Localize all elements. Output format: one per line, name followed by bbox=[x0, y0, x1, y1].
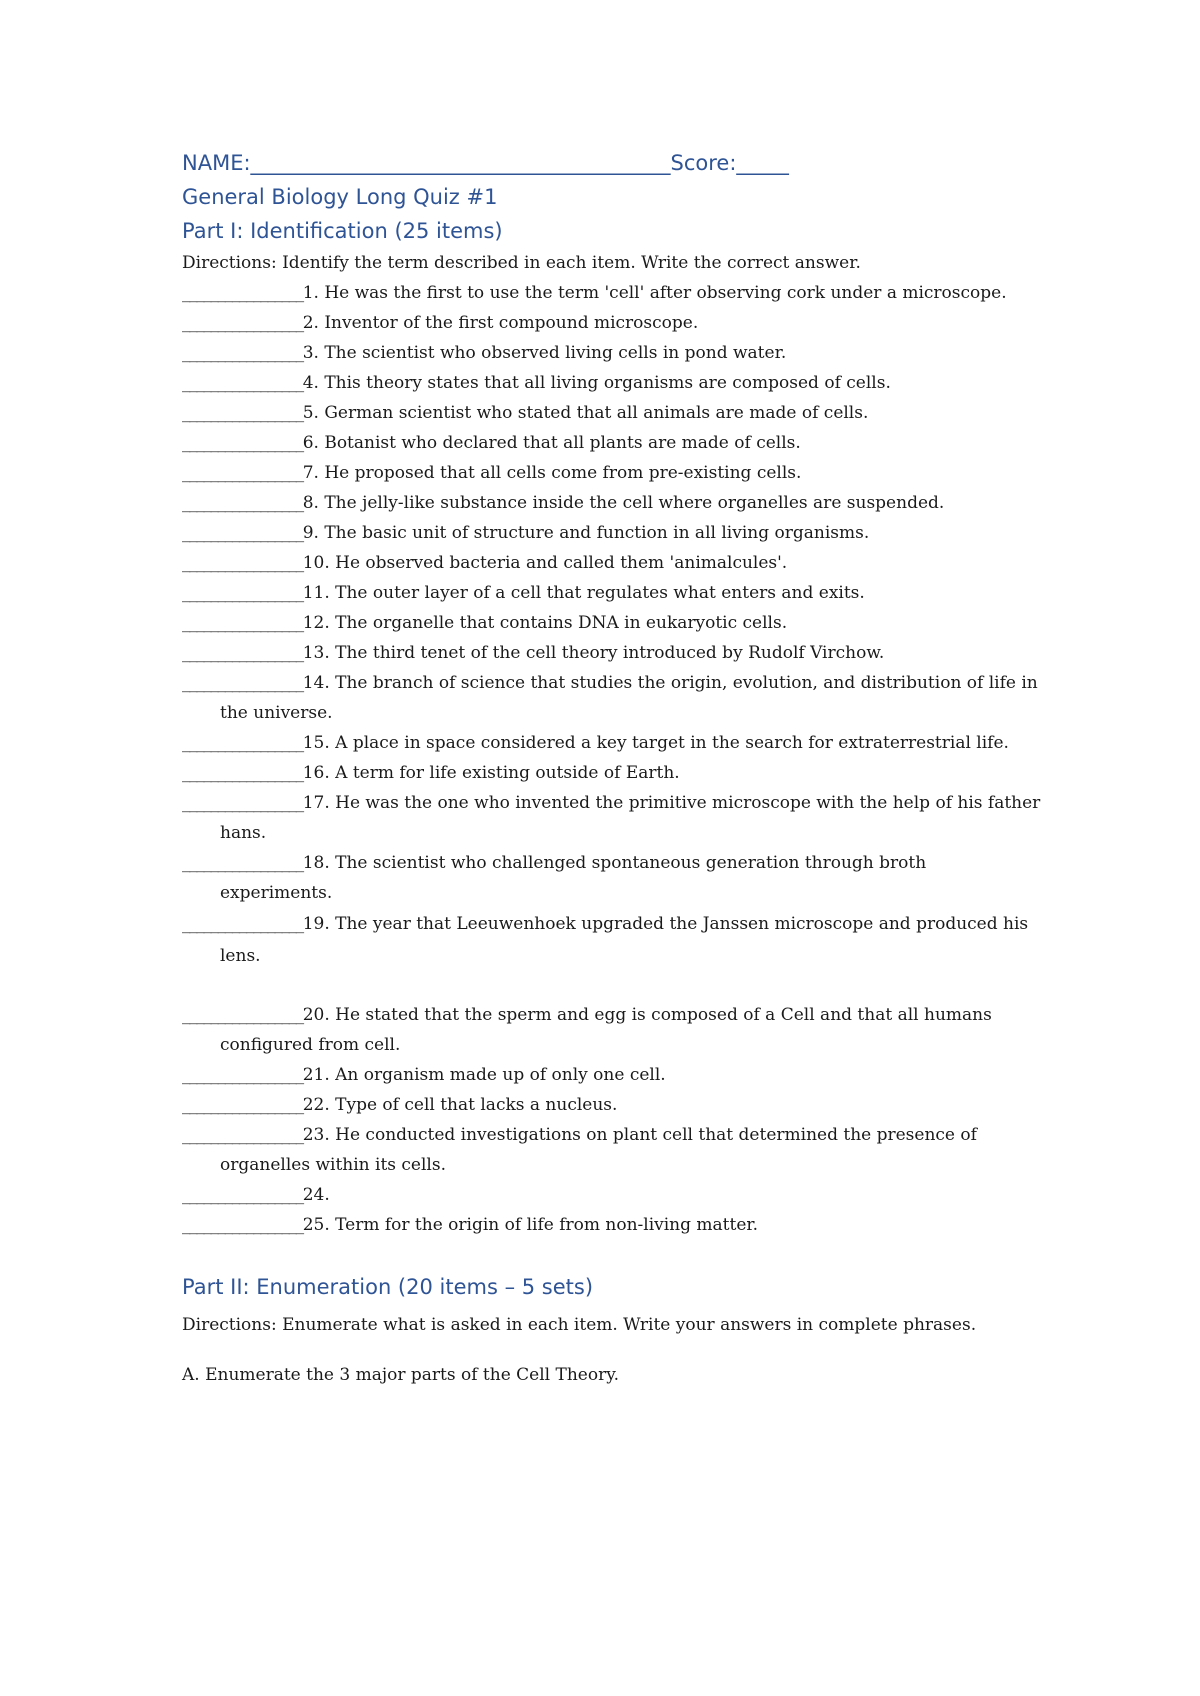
answer-blank: _________________ bbox=[182, 763, 303, 783]
item-text: 1. He was the first to use the term 'cell' after observing cork under a microscope. bbox=[302, 283, 1007, 303]
list-item bbox=[182, 458, 1042, 488]
list-item bbox=[182, 1090, 1042, 1120]
item-text: 17. He was the one who invented the primitive microscope with the help of his father hans. bbox=[220, 793, 1041, 843]
list-item bbox=[182, 668, 1042, 728]
answer-blank: _________________ bbox=[182, 1095, 303, 1115]
list-item bbox=[182, 848, 1042, 908]
list-item bbox=[182, 1210, 1042, 1240]
list-item bbox=[182, 578, 1042, 608]
answer-blank: _________________ bbox=[182, 853, 303, 873]
list-item bbox=[182, 338, 1042, 368]
item-text: 22. Type of cell that lacks a nucleus. bbox=[302, 1095, 618, 1115]
item-text: 10. He observed bacteria and called them 'animalcules'. bbox=[302, 553, 788, 573]
item-text: 12. The organelle that contains DNA in eukaryotic cells. bbox=[302, 613, 788, 633]
list-item bbox=[182, 728, 1042, 758]
item-text: 6. Botanist who declared that all plants are made of cells. bbox=[302, 433, 801, 453]
list-item bbox=[182, 788, 1042, 848]
item-text: 24. bbox=[302, 1185, 330, 1205]
list-item bbox=[182, 1180, 1042, 1210]
list-item bbox=[182, 758, 1042, 788]
list-item bbox=[182, 308, 1042, 338]
item-text: 16. A term for life existing outside of Earth. bbox=[302, 763, 680, 783]
answer-blank: _________________ bbox=[182, 613, 303, 633]
list-item bbox=[182, 368, 1042, 398]
answer-blank: _________________ bbox=[182, 343, 303, 363]
answer-blank: _________________ bbox=[182, 793, 303, 813]
item-text: 3. The scientist who observed living cells in pond water. bbox=[302, 343, 787, 363]
list-item bbox=[182, 1000, 1042, 1060]
answer-blank: _________________ bbox=[182, 1185, 303, 1205]
part2-heading: Part II: Enumeration (20 items – 5 sets) bbox=[182, 1275, 594, 1299]
answer-blank: _________________ bbox=[182, 643, 303, 663]
item-text: 20. He stated that the sperm and egg is composed of a Cell and that all humans configured from cell. bbox=[220, 1005, 992, 1055]
list-item bbox=[182, 518, 1042, 548]
part2-directions: Directions: Enumerate what is asked in each item. Write your answers in complete phrases. bbox=[182, 1315, 977, 1335]
item-text: 7. He proposed that all cells come from pre-existing cells. bbox=[302, 463, 802, 483]
answer-blank: _________________ bbox=[182, 523, 303, 543]
answer-blank: _________________ bbox=[182, 1215, 303, 1235]
document-content bbox=[182, 146, 1042, 1390]
answer-blank: _________________ bbox=[182, 403, 303, 423]
answer-blank: _________________ bbox=[182, 914, 303, 934]
answer-blank: _________________ bbox=[182, 313, 303, 333]
quiz-title: General Biology Long Quiz #1 bbox=[182, 185, 498, 209]
item-text: 25. Term for the origin of life from non-living matter. bbox=[302, 1215, 759, 1235]
list-item bbox=[182, 1120, 1042, 1180]
item-text: 5. German scientist who stated that all animals are made of cells. bbox=[302, 403, 869, 423]
answer-blank: _________________ bbox=[182, 553, 303, 573]
answer-blank: _________________ bbox=[182, 733, 303, 753]
item-text: 11. The outer layer of a cell that regulates what enters and exits. bbox=[302, 583, 865, 603]
list-item bbox=[182, 398, 1042, 428]
list-item bbox=[182, 278, 1042, 308]
answer-blank: _________________ bbox=[182, 583, 303, 603]
name-score-line: NAME:________________________________________Score:_____ bbox=[182, 151, 789, 175]
answer-blank: _________________ bbox=[182, 433, 303, 453]
item-text: 9. The basic unit of structure and function in all living organisms. bbox=[302, 523, 870, 543]
list-item bbox=[182, 488, 1042, 518]
answer-blank: _________________ bbox=[182, 1005, 303, 1025]
answer-blank: _________________ bbox=[182, 1125, 303, 1145]
identification-list bbox=[182, 278, 1042, 1240]
answer-blank: _________________ bbox=[182, 373, 303, 393]
item-text: 15. A place in space considered a key target in the search for extraterrestrial life. bbox=[302, 733, 1009, 753]
item-text: 21. An organism made up of only one cell. bbox=[302, 1065, 666, 1085]
part1-directions: Directions: Identify the term described in each item. Write the correct answer. bbox=[182, 253, 861, 273]
item-text: 13. The third tenet of the cell theory introduced by Rudolf Virchow. bbox=[302, 643, 885, 663]
item-text: 8. The jelly-like substance inside the cell where organelles are suspended. bbox=[302, 493, 945, 513]
list-item bbox=[182, 608, 1042, 638]
list-item bbox=[182, 548, 1042, 578]
answer-blank: _________________ bbox=[182, 673, 303, 693]
enumeration-item-a: A. Enumerate the 3 major parts of the Cell Theory. bbox=[182, 1365, 619, 1385]
list-item bbox=[182, 638, 1042, 668]
list-item bbox=[182, 1060, 1042, 1090]
list-item bbox=[182, 908, 1042, 972]
answer-blank: _________________ bbox=[182, 463, 303, 483]
item-text: 4. This theory states that all living organisms are composed of cells. bbox=[302, 373, 891, 393]
answer-blank: _________________ bbox=[182, 1065, 303, 1085]
item-text: 18. The scientist who challenged spontaneous generation through broth experiments. bbox=[220, 853, 927, 903]
answer-blank: _________________ bbox=[182, 283, 303, 303]
item-text: 14. The branch of science that studies the origin, evolution, and distribution of life in the universe. bbox=[220, 673, 1038, 723]
item-text: 19. The year that Leeuwenhoek upgraded the Janssen microscope and produced his lens. bbox=[220, 914, 1029, 966]
part1-heading: Part I: Identification (25 items) bbox=[182, 219, 503, 243]
answer-blank: _________________ bbox=[182, 493, 303, 513]
list-item bbox=[182, 428, 1042, 458]
item-text: 2. Inventor of the first compound microscope. bbox=[302, 313, 699, 333]
item-text: 23. He conducted investigations on plant cell that determined the presence of organelles within its cells. bbox=[220, 1125, 977, 1175]
